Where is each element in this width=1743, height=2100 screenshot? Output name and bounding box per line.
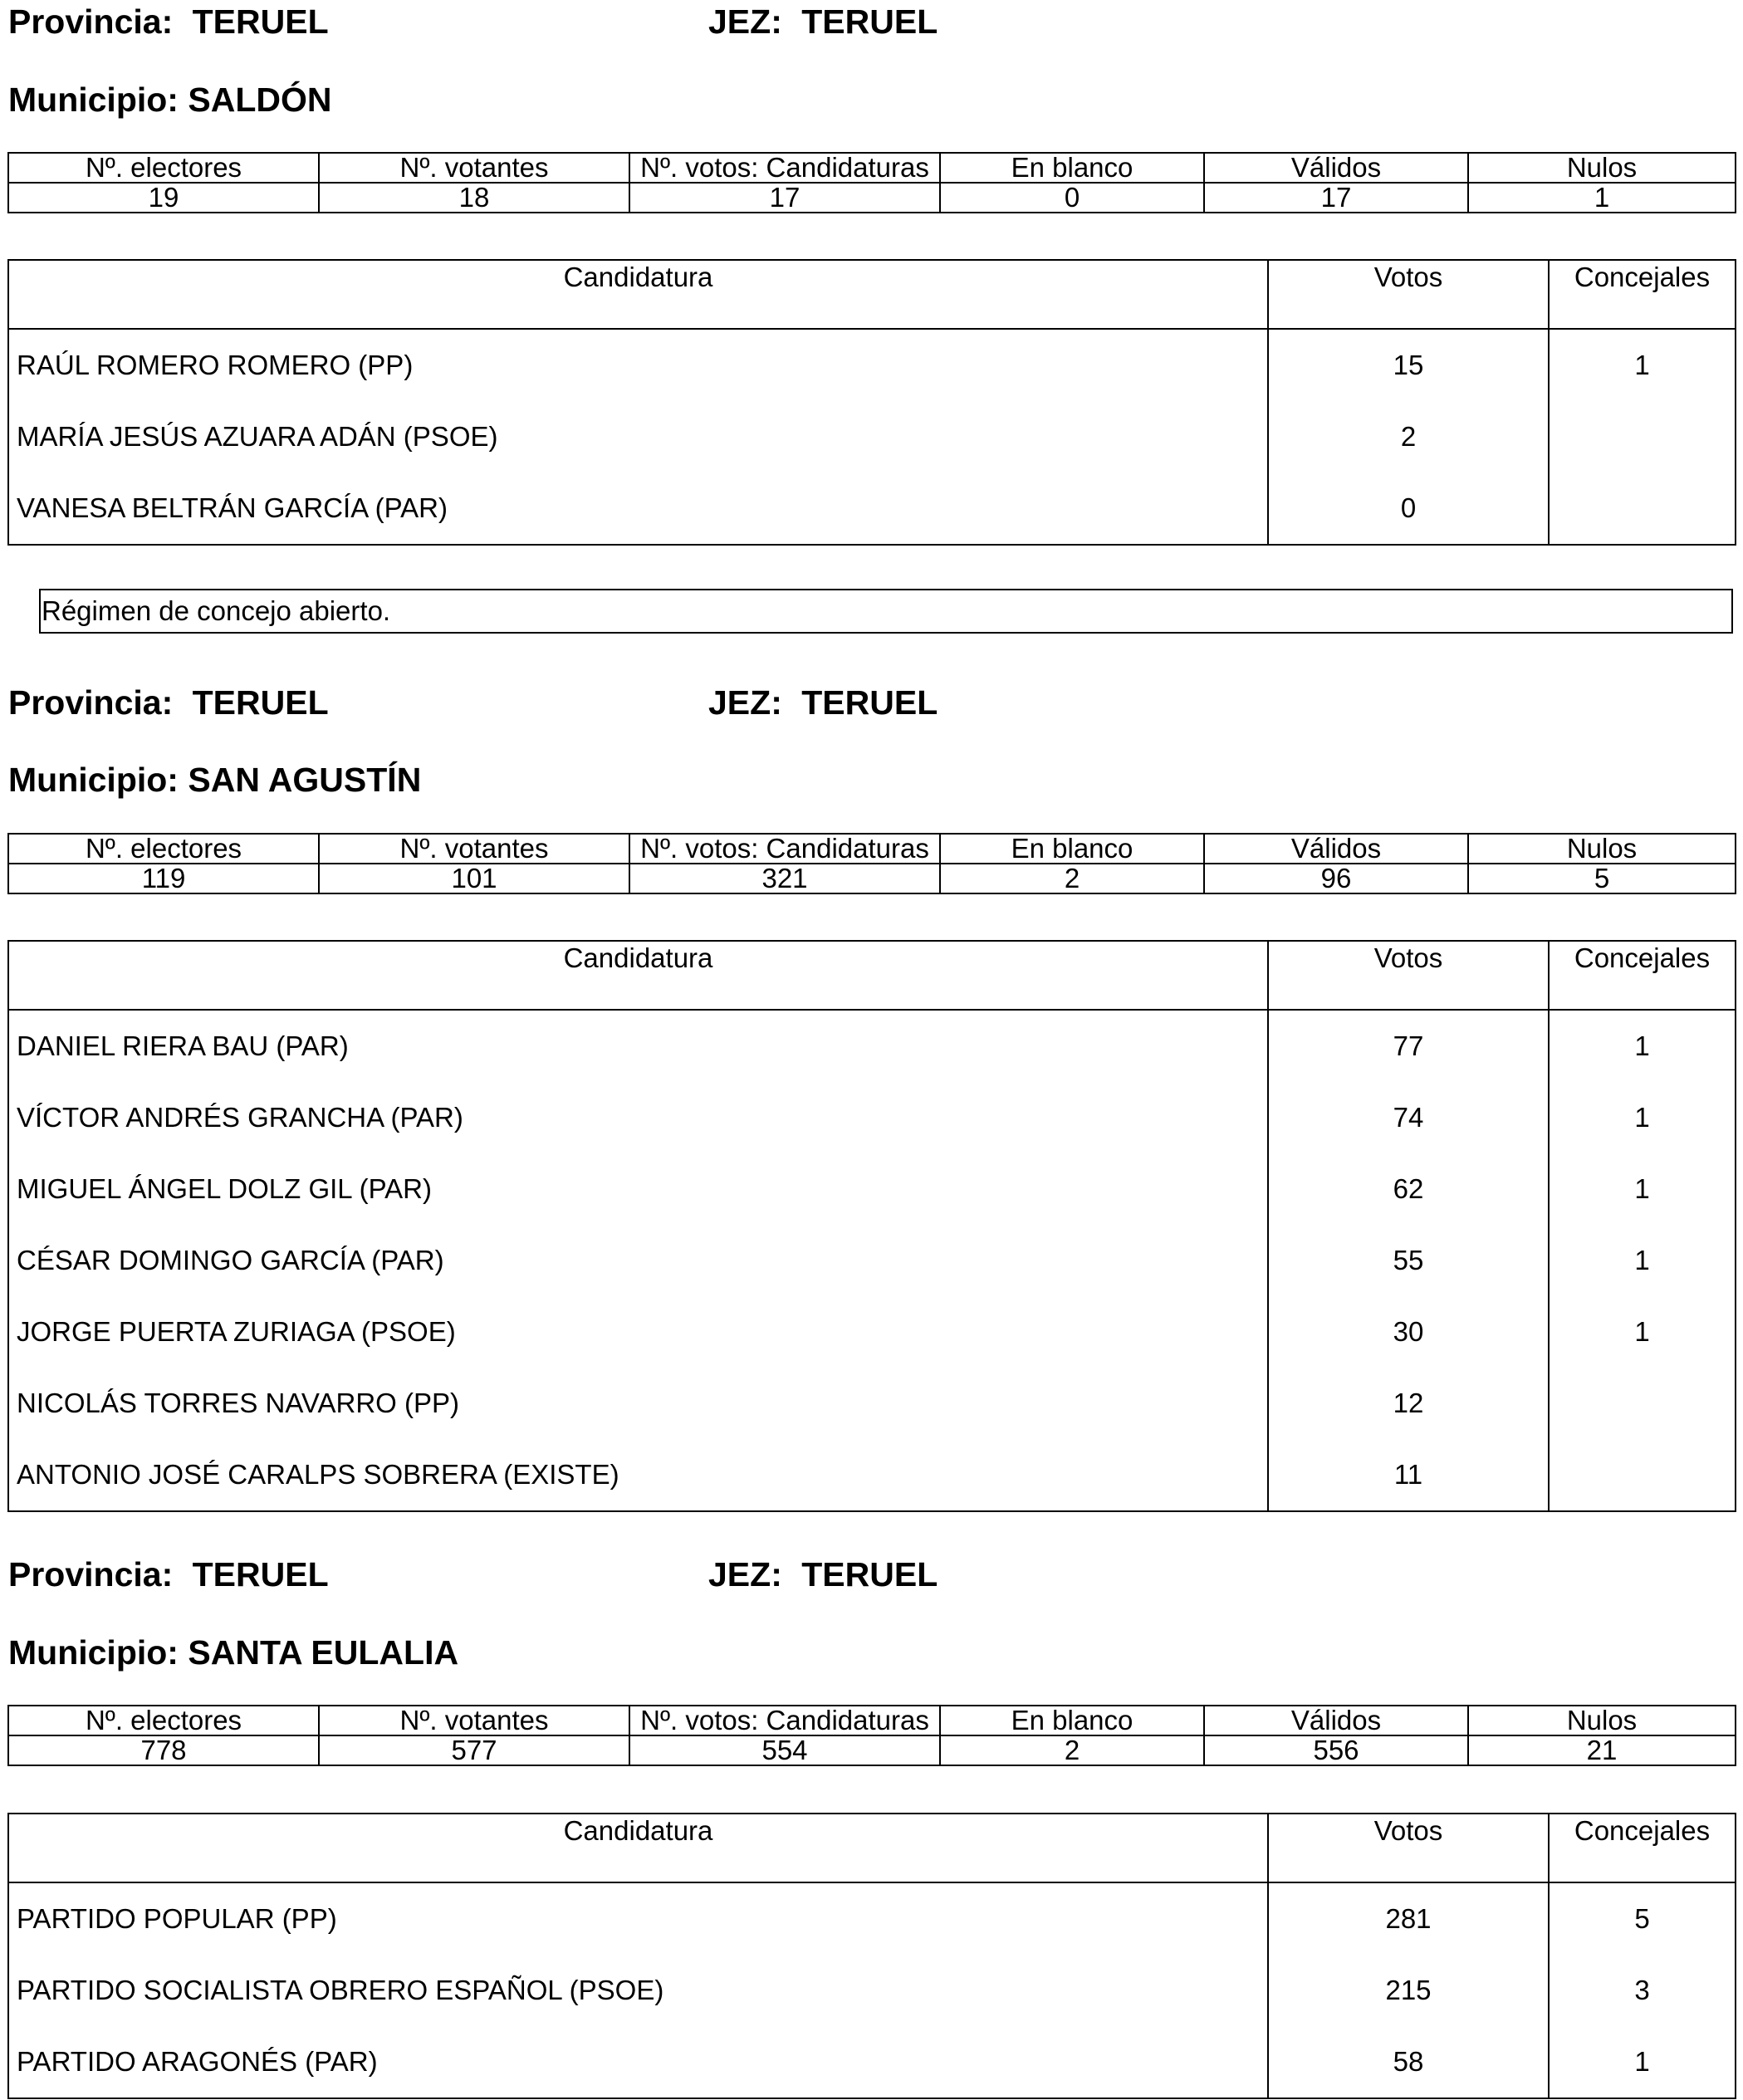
candidatura-header: Candidatura <box>8 260 1268 329</box>
nulos-value: 1 <box>1468 183 1736 213</box>
candidate-name: NICOLÁS TORRES NAVARRO (PP) <box>8 1368 1268 1439</box>
stats-value-row <box>8 1735 1736 1765</box>
provincia-value: TERUEL <box>192 1555 329 1593</box>
nulos-header: Nulos <box>1468 153 1736 183</box>
stats-table <box>7 152 1736 213</box>
candidate-concejales: 1 <box>1549 1225 1736 1296</box>
votos-header: Votos <box>1268 1814 1549 1882</box>
candidate-name: MARÍA JESÚS AZUARA ADÁN (PSOE) <box>8 401 1268 472</box>
candidate-concejales <box>1549 1439 1736 1511</box>
provincia-label: Provincia: <box>8 1555 174 1593</box>
candidates-table <box>7 1813 1736 2099</box>
votos-candidaturas-value: 17 <box>629 183 940 213</box>
candidate-concejales: 1 <box>1549 2026 1736 2098</box>
validos-header: Válidos <box>1204 834 1468 864</box>
votos-candidaturas-header: Nº. votos: Candidaturas <box>629 834 940 864</box>
stats-table <box>7 1705 1736 1766</box>
electores-header: Nº. electores <box>8 1706 319 1735</box>
table-row <box>8 1225 1736 1296</box>
concejales-header: Concejales <box>1549 941 1736 1010</box>
table-row <box>8 1296 1736 1368</box>
en-blanco-value: 0 <box>940 183 1204 213</box>
candidate-votes: 0 <box>1268 472 1549 545</box>
candidates-header-row <box>8 260 1736 329</box>
candidate-votes: 15 <box>1268 329 1549 401</box>
provincia-label: Provincia: <box>8 683 174 722</box>
validos-value: 17 <box>1204 183 1468 213</box>
concejales-header: Concejales <box>1549 260 1736 329</box>
jez-value: TERUEL <box>801 2 938 41</box>
stats-table <box>7 833 1736 894</box>
en-blanco-header: En blanco <box>940 834 1204 864</box>
table-row <box>8 1153 1736 1225</box>
candidate-name: MIGUEL ÁNGEL DOLZ GIL (PAR) <box>8 1153 1268 1225</box>
votos-header: Votos <box>1268 941 1549 1010</box>
electores-value: 778 <box>8 1735 319 1765</box>
municipio-heading <box>8 763 421 797</box>
electores-value: 119 <box>8 864 319 893</box>
votantes-value: 101 <box>319 864 629 893</box>
votantes-header: Nº. votantes <box>319 153 629 183</box>
candidate-votes: 30 <box>1268 1296 1549 1368</box>
candidate-votes: 74 <box>1268 1082 1549 1153</box>
candidates-header-row <box>8 1814 1736 1882</box>
en-blanco-header: En blanco <box>940 153 1204 183</box>
votantes-header: Nº. votantes <box>319 834 629 864</box>
nulos-header: Nulos <box>1468 834 1736 864</box>
provincia-heading <box>8 683 329 722</box>
table-row <box>8 2026 1736 2098</box>
table-row <box>8 1010 1736 1082</box>
jez-label: JEZ: <box>708 1555 782 1593</box>
nulos-header: Nulos <box>1468 1706 1736 1735</box>
electores-value: 19 <box>8 183 319 213</box>
candidate-votes: 77 <box>1268 1010 1549 1082</box>
candidate-concejales: 3 <box>1549 1955 1736 2026</box>
validos-value: 556 <box>1204 1735 1468 1765</box>
votantes-value: 18 <box>319 183 629 213</box>
candidate-votes: 281 <box>1268 1882 1549 1955</box>
stats-value-row <box>8 864 1736 893</box>
jez-heading <box>708 1555 938 1593</box>
candidate-votes: 12 <box>1268 1368 1549 1439</box>
candidates-header-row <box>8 941 1736 1010</box>
votos-header: Votos <box>1268 260 1549 329</box>
candidate-votes: 62 <box>1268 1153 1549 1225</box>
stats-header-row <box>8 834 1736 864</box>
jez-heading <box>708 683 938 722</box>
validos-value: 96 <box>1204 864 1468 893</box>
provincia-label: Provincia: <box>8 2 174 41</box>
jez-label: JEZ: <box>708 683 782 722</box>
table-row <box>8 1882 1736 1955</box>
candidate-name: ANTONIO JOSÉ CARALPS SOBRERA (EXISTE) <box>8 1439 1268 1511</box>
table-row <box>8 1439 1736 1511</box>
candidate-name: DANIEL RIERA BAU (PAR) <box>8 1010 1268 1082</box>
votos-candidaturas-header: Nº. votos: Candidaturas <box>629 153 940 183</box>
candidate-concejales: 1 <box>1549 1082 1736 1153</box>
concejales-header: Concejales <box>1549 1814 1736 1882</box>
regimen-note: Régimen de concejo abierto. <box>39 589 1733 634</box>
table-row <box>8 1368 1736 1439</box>
candidates-table <box>7 259 1736 546</box>
candidate-concejales: 1 <box>1549 329 1736 401</box>
candidate-name: PARTIDO SOCIALISTA OBRERO ESPAÑOL (PSOE) <box>8 1955 1268 2026</box>
validos-header: Válidos <box>1204 1706 1468 1735</box>
candidate-concejales: 5 <box>1549 1882 1736 1955</box>
en-blanco-header: En blanco <box>940 1706 1204 1735</box>
candidates-table <box>7 940 1736 1512</box>
municipio-heading <box>8 83 331 117</box>
candidate-name: JORGE PUERTA ZURIAGA (PSOE) <box>8 1296 1268 1368</box>
jez-heading <box>708 2 938 41</box>
jez-value: TERUEL <box>801 683 938 722</box>
candidate-concejales <box>1549 1368 1736 1439</box>
votantes-header: Nº. votantes <box>319 1706 629 1735</box>
provincia-heading <box>8 2 329 41</box>
candidate-concejales <box>1549 401 1736 472</box>
candidate-concejales: 1 <box>1549 1296 1736 1368</box>
candidate-name: RAÚL ROMERO ROMERO (PP) <box>8 329 1268 401</box>
candidate-votes: 58 <box>1268 2026 1549 2098</box>
candidate-votes: 11 <box>1268 1439 1549 1511</box>
candidate-votes: 2 <box>1268 401 1549 472</box>
stats-header-row <box>8 153 1736 183</box>
candidate-concejales <box>1549 472 1736 545</box>
municipio-label: Municipio: <box>8 1633 179 1672</box>
electores-header: Nº. electores <box>8 834 319 864</box>
votantes-value: 577 <box>319 1735 629 1765</box>
votos-candidaturas-value: 554 <box>629 1735 940 1765</box>
electores-header: Nº. electores <box>8 153 319 183</box>
table-row <box>8 1955 1736 2026</box>
candidate-name: CÉSAR DOMINGO GARCÍA (PAR) <box>8 1225 1268 1296</box>
en-blanco-value: 2 <box>940 864 1204 893</box>
stats-header-row <box>8 1706 1736 1735</box>
nulos-value: 21 <box>1468 1735 1736 1765</box>
candidate-name: VANESA BELTRÁN GARCÍA (PAR) <box>8 472 1268 545</box>
votos-candidaturas-header: Nº. votos: Candidaturas <box>629 1706 940 1735</box>
en-blanco-value: 2 <box>940 1735 1204 1765</box>
municipio-heading <box>8 1633 459 1672</box>
nulos-value: 5 <box>1468 864 1736 893</box>
provincia-value: TERUEL <box>192 2 329 41</box>
validos-header: Válidos <box>1204 153 1468 183</box>
candidate-name: PARTIDO POPULAR (PP) <box>8 1882 1268 1955</box>
jez-label: JEZ: <box>708 2 782 41</box>
provincia-heading <box>8 1555 329 1593</box>
candidatura-header: Candidatura <box>8 1814 1268 1882</box>
municipio-label: Municipio: <box>8 81 179 119</box>
table-row <box>8 1082 1736 1153</box>
votos-candidaturas-value: 321 <box>629 864 940 893</box>
candidate-concejales: 1 <box>1549 1153 1736 1225</box>
jez-value: TERUEL <box>801 1555 938 1593</box>
candidatura-header: Candidatura <box>8 941 1268 1010</box>
municipio-value: SANTA EULALIA <box>188 1633 459 1672</box>
municipio-value: SALDÓN <box>188 81 332 119</box>
candidate-name: VÍCTOR ANDRÉS GRANCHA (PAR) <box>8 1082 1268 1153</box>
candidate-votes: 215 <box>1268 1955 1549 2026</box>
municipio-label: Municipio: <box>8 761 179 799</box>
candidate-concejales: 1 <box>1549 1010 1736 1082</box>
stats-value-row <box>8 183 1736 213</box>
table-row <box>8 329 1736 401</box>
municipio-value: SAN AGUSTÍN <box>188 761 422 799</box>
candidate-votes: 55 <box>1268 1225 1549 1296</box>
table-row <box>8 472 1736 545</box>
table-row <box>8 401 1736 472</box>
candidate-name: PARTIDO ARAGONÉS (PAR) <box>8 2026 1268 2098</box>
provincia-value: TERUEL <box>192 683 329 722</box>
